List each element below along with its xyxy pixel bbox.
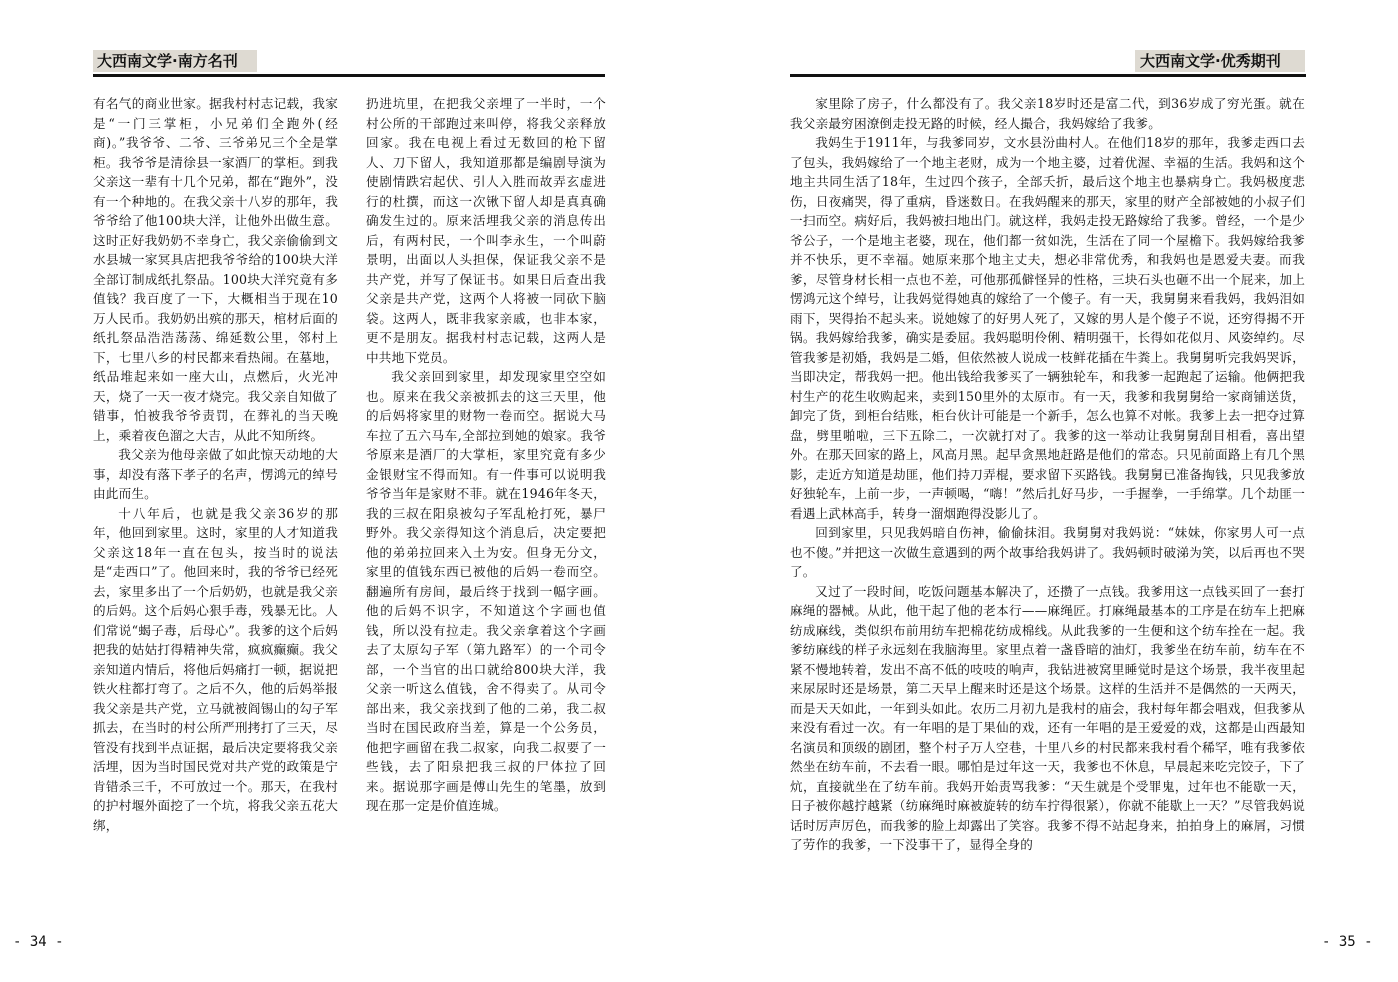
paragraph: 家里除了房子，什么都没有了。我父亲18岁时还是富二代，到36岁成了穷光蛋。就在我父亲最穷困潦倒走投无路的时候，经人撮合，我妈嫁给了我爹。 xyxy=(790,96,1305,131)
left-page-number: - 34 - xyxy=(13,934,64,950)
left-page-header: 大西南文学·南方名刊 xyxy=(93,50,257,72)
paragraph: 我父亲回到家里，却发现家里空空如也。原来在我父亲被抓去的这三天里，他的后妈将家里的财物一卷而空。据说大马车拉了五六马车,全部拉到她的娘家。我爷爷原来是酒厂的大掌柜，家里究竟有多少金银财宝不得而知。有一件事可以说明我爷爷当年是家财不菲。就在1946年冬天，我的三叔在阳泉被勾子军乱枪打死，暴尸野外。我父亲得知这个消息后，决定要把他的弟弟拉回来入土为安。但身无分文，家里的值钱东西已被他的后妈一卷而空。翻遍所有房间，最后终于找到一幅字画。他的后妈不识字，不知道这个字画也值钱，所以没有拉走。我父亲拿着这个字画去了太原勾子军（第九路军）的一个司令部，一个当官的出口就给800块大洋，我父亲一听这么值钱，舍不得卖了。从司令部出来，我父亲找到了他的二弟，我二叔当时在国民政府当差，算是一个公务员，他把字画留在我二叔家，向我二叔要了一些钱，去了阳泉把我三叔的尸体拉了回来。据说那字画是傅山先生的笔墨，放到现在那一定是价值连城。 xyxy=(366,369,606,813)
paragraph: 又过了一段时间，吃饭问题基本解决了，还攒了一点钱。我爹用这一点钱买回了一套打麻绳的器械。从此，他干起了他的老本行——麻绳匠。打麻绳最基本的工序是在纺车上把麻纺成麻线，类似织布前用纺车把棉花纺成棉线。从此我爹的一生便和这个纺车拴在一起。我爹纺麻线的样子永远刻在我脑海里。家里点着一盏昏暗的油灯，我爹坐在纺车前，纺车在不紧不慢地转着，发出不高不低的吱吱的响声，我钻进被窝里睡觉时是这个场景，我半夜里起来尿尿时还是场景，第二天早上醒来时还是这个场景。这样的生活并不是偶然的一天两天，而是天天如此，一年到头如此。农历二月初九是我村的庙会，我村每年都会唱戏，但我爹从来没有看过一次。有一年唱的是丁果仙的戏，还有一年唱的是王爱爱的戏，这都是山西最知名演员和顶级的剧团，整个村子万人空巷，十里八乡的村民都来我村看个稀罕，唯有我爹依然坐在纺车前，不去看一眼。哪怕是过年这一天，我爹也不休息，早晨起来吃完饺子，下了炕，直接就坐在了纺车前。我妈开始责骂我爹：“天生就是个受罪鬼，过年也不能歇一天，日子被你越拧越紧（纺麻绳时麻被旋转的纺车拧得很紧），你就不能歇上一天？”尽管我妈说话时厉声厉色，而我爹的脸上却露出了笑容。我爹不得不站起身来，拍拍身上的麻屑，习惯了劳作的我爹，一下没事干了，显得全身的 xyxy=(790,583,1305,852)
left-column-2 xyxy=(366,94,606,816)
right-page-header: 大西南文学·优秀期刊 xyxy=(1135,50,1305,72)
right-page-number: - 35 - xyxy=(1322,934,1373,950)
paragraph: 有名气的商业世家。据我村村志记载，我家是“一门三掌柜，小兄弟们全跑外(经商)。”我爷爷、二爷、三爷弟兄三个全是掌柜。我爷爷是清徐县一家酒厂的掌柜。到我父亲这一辈有十几个兄弟，都在“跑外”，没有一个种地的。在我父亲十八岁的那年，我爷爷给了他100块大洋，让他外出做生意。这时正好我奶奶不幸身亡，我父亲偷偷到文水县城一家冥具店把我爷爷给的100块大洋全部订制成纸扎祭品。100块大洋究竟有多值钱？我百度了一下，大概相当于现在10万人民币。我奶奶出殡的那天，棺材后面的纸扎祭品浩浩荡荡、绵延数公里，邻村上下，七里八乡的村民都来看热闹。在墓地，纸品堆起来如一座大山，点燃后，火光冲天，烧了一天一夜才烧完。我父亲自知做了错事，怕被我爷爷责罚，在葬礼的当天晚上，乘着夜色溜之大吉，从此不知所终。 xyxy=(93,96,338,443)
left-column-1 xyxy=(93,94,338,835)
right-header-rule xyxy=(790,74,1306,77)
paragraph: 我妈生于1911年，与我爹同岁，文水县汾曲村人。在他们18岁的那年，我爹走西口去了包头，我妈嫁给了一个地主老财，成为一个地主婆，过着优渥、幸福的生活。我妈和这个地主共同生活了18年，生过四个孩子，全部夭折，最后这个地主也暴病身亡。我妈极度悲伤，日夜痛哭，得了重病，昏迷数日。在我妈醒来的那天，家里的财产全部被她的小叔子们一扫而空。病好后，我妈被扫地出门。就这样，我妈走投无路嫁给了我爹。曾经，一个是少爷公子，一个是地主老婆，现在，他们都一贫如洗，生活在了同一个屋檐下。我妈嫁给我爹并不快乐，更不幸福。她原来那个地主丈夫，想必非常优秀，和我妈也是恩爱夫妻。而我爹，尽管身材长相一点也不差，可他那孤僻怪异的性格，三块石头也砸不出一个屁来，加上愣鸿元这个绰号，让我妈觉得她真的嫁给了一个傻子。有一天，我舅舅来看我妈，我妈泪如雨下，哭得抬不起头来。说她嫁了的好男人死了，又嫁的男人是个傻子不说，还穷得揭不开锅。我妈嫁给我爹，确实是委屈。我妈聪明伶俐、精明强干，长得如花似月、风姿绰约。尽管我爹是初婚，我妈是二婚，但依然被人说成一枝鲜花插在牛粪上。我舅舅听完我妈哭诉，当即决定，帮我妈一把。他出钱给我爹买了一辆独轮车，和我爹一起跑起了运输。他俩把我村生产的花生收购起来，卖到150里外的太原市。有一天，我爹和我舅舅给一家商铺送货，卸完了货，到柜台结账，柜台伙计可能是一个新手，怎么也算不对帐。我爹上去一把夺过算盘，劈里啪啦，三下五除二，一次就打对了。我爹的这一举动让我舅舅刮目相看，喜出望外。在那天回家的路上，风高月黑。起早贪黑地赶路是他们的常态。只见前面路上有几个黑影，走近方知道是劫匪，他们持刀弄棍，要求留下买路钱。我舅舅已准备掏钱，只见我爹放好独轮车，上前一步，一声顿喝，“嗨！”然后扎好马步，一手握拳，一手绵掌。几个劫匪一看遇上武林高手，转身一溜烟跑得没影儿了。 xyxy=(790,135,1305,521)
left-header-rule xyxy=(93,74,605,77)
right-column xyxy=(790,94,1305,855)
paragraph: 扔进坑里，在把我父亲埋了一半时，一个村公所的干部跑过来叫停，将我父亲释放回家。我在电视上看过无数回的枪下留人、刀下留人，我知道那都是编剧导演为使剧情跌宕起伏、引人入胜而故弄玄虚进行的杜撰，而这一次锹下留人却是真真确确发生过的。原来活埋我父亲的消息传出后，有两村民，一个叫李永生，一个叫蔚景明，出面以人头担保，保证我父亲不是共产党，并写了保证书。如果日后查出我父亲是共产党，这两个人将被一同砍下脑袋。这两人，既非我家亲戚，也非本家，更不是朋友。据我村村志记载，这两人是中共地下党员。 xyxy=(366,96,606,365)
paragraph: 我父亲为他母亲做了如此惊天动地的大事，却没有落下孝子的名声，愣鸿元的绰号由此而生。 xyxy=(93,447,338,501)
paragraph: 回到家里，只见我妈暗自伤神，偷偷抹泪。我舅舅对我妈说：“妹妹，你家男人可一点也不傻。”并把这一次做生意遇到的两个故事给我妈讲了。我妈顿时破涕为笑，以后再也不哭了。 xyxy=(790,525,1305,579)
paragraph: 十八年后，也就是我父亲36岁的那年，他回到家里。这时，家里的人才知道我父亲这18年一直在包头，按当时的说法是“走西口”了。他回来时，我的爷爷已经死去，家里多出了一个后奶奶，也就是我父亲的后妈。这个后妈心狠手毒，残暴无比。人们常说“蝎子毒，后母心”。我爹的这个后妈把我的姑姑打得精神失常，疯疯癫癫。我父亲知道内情后，将他后妈痛打一顿，据说把铁火柱都打弯了。之后不久，他的后妈举报我父亲是共产党，立马就被阎锡山的勾子军抓去，在当时的村公所严刑拷打了三天，尽管没有找到半点证据，最后决定要将我父亲活埋，因为当时国民党对共产党的政策是宁肯错杀三千，不可放过一个。那天，在我村的护村堰外面挖了一个坑，将我父亲五花大绑， xyxy=(93,505,338,833)
